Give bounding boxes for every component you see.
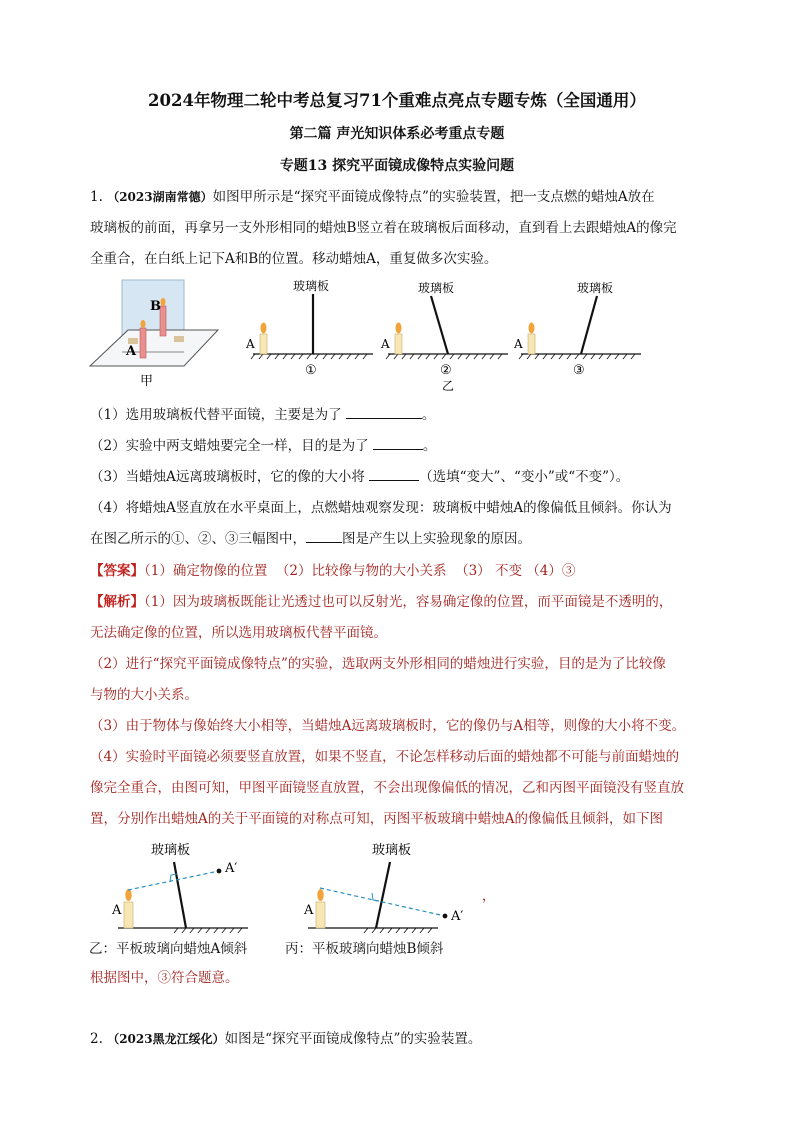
- q1-analysis-line1: [90, 587, 710, 618]
- q1-analysis-line5: （3）由于物体与像始终大小相等，当蜡烛A远离玻璃板时，它的像仍与A相等，则像的大小将不变。: [90, 718, 686, 734]
- q1-stem-line2: 玻璃板的前面，再拿另一支外形相同的蜡烛B竖立着在玻璃板后面移动，直到看上去跟蜡烛A的像完: [90, 220, 677, 236]
- label-a-1: A: [246, 337, 255, 351]
- label-a-3: A: [514, 337, 523, 351]
- q1-stem-line1: [90, 182, 710, 213]
- caption-right: 丙：平板玻璃向蜡烛B倾斜: [285, 941, 444, 957]
- q1-sub3-blank: [369, 466, 419, 481]
- q1-sub4-end: 图是产生以上实验现象的原因。: [342, 531, 531, 547]
- topic-title: 专题13 探究平面镜成像特点实验问题: [279, 158, 515, 174]
- document-title: 2024年物理二轮中考总复习71个重难点亮点专题专炼（全国通用）: [148, 91, 646, 110]
- q1-sub2: [90, 431, 710, 462]
- q1-sub2-end: 。: [422, 438, 437, 454]
- glass-label-1: 玻璃板: [293, 279, 330, 293]
- circle-2-label: ②: [440, 363, 452, 378]
- diagram-1: [245, 278, 373, 378]
- q1-analysis-line2: 无法确定像的位置，所以选用玻璃板代替平面镜。: [90, 625, 387, 641]
- a-prime-left: A′: [225, 861, 238, 876]
- q2-number: 2.: [90, 1031, 103, 1047]
- caption-yi: 乙: [442, 379, 455, 393]
- q1-sub1: [90, 400, 710, 431]
- q1-conclusion: 根据图中，③符合题意。: [90, 970, 239, 986]
- q1-sub4-text: 在图乙所示的①、②、③三幅图中，: [90, 531, 306, 547]
- q1-sub3-end: （选填“变大”、“变小”或“不变”）。: [419, 469, 630, 485]
- solution-label-a-right: A: [304, 903, 314, 918]
- part-title: 第二篇 声光知识体系必考重点专题: [289, 126, 505, 142]
- q1-sub1-text: （1）选用玻璃板代替平面镜，主要是为了: [90, 407, 342, 423]
- solution-figure-bing: [303, 842, 495, 933]
- label-a-2: A: [381, 337, 390, 351]
- q1-sub4-blank: [306, 528, 342, 543]
- q1-sub1-blank: [346, 404, 422, 419]
- q1-analysis-line7: 像完全重合，由图可知，甲图平面镜竖直放置，不会出现像偏低的情况，乙和丙图平面镜没有竖直放: [90, 780, 684, 796]
- q1-analysis-line3: （2）进行“探究平面镜成像特点”的实验，选取两支外形相同的蜡烛进行实验，目的是为了比较像: [90, 656, 666, 672]
- analysis-1-text: （1）因为玻璃板既能让光透过也可以反射光，容易确定像的位置，而平面镜是不透明的，: [144, 594, 673, 610]
- circle-1-label: ①: [305, 363, 317, 378]
- q1-analysis-line8: 置，分别作出蜡烛A的关于平面镜的对称点可知，丙图平板玻璃中蜡烛A的像偏低且倾斜，如下图: [90, 811, 663, 827]
- q1-sub3: [90, 462, 710, 493]
- candle-a-shape: [140, 328, 146, 358]
- circle-3-label: ③: [573, 363, 585, 378]
- q1-analysis-line6: （4）实验时平面镜必须要竖直放置，如果不竖直，不论怎样移动后面的蜡烛都不可能与前面蜡烛的: [90, 749, 680, 765]
- figure-jia: [88, 278, 233, 388]
- q1-sub2-blank: [373, 435, 423, 450]
- diagram-3: [513, 280, 641, 378]
- figure-yi: [243, 278, 653, 393]
- q1-sub4-line2: [90, 524, 710, 555]
- solution-glass-label-left: 玻璃板: [151, 843, 191, 858]
- diagram-2: [380, 280, 508, 393]
- a-prime-right: A′: [451, 909, 464, 924]
- q2-stem: [90, 1024, 710, 1055]
- label-b: B: [150, 299, 161, 314]
- q1-analysis-line4: 与物的大小关系。: [90, 687, 198, 703]
- q1-stem-line3: 全重合，在白纸上记下A和B的位置。移动蜡烛A，重复做多次实验。: [90, 251, 498, 267]
- q1-sub2-text: （2）实验中两支蜡烛要完全一样，目的是为了: [90, 438, 369, 454]
- q1-sub1-end: 。: [421, 407, 436, 423]
- solution-label-a-left: A: [112, 903, 122, 918]
- q1-number: 1.: [90, 189, 103, 205]
- q1-answer: [90, 556, 710, 587]
- q1-source: （2023湖南常德）: [107, 190, 213, 204]
- glass-label-3: 玻璃板: [577, 281, 614, 295]
- trailing-comma: ，: [482, 889, 496, 904]
- q2-source: （2023黑龙江绥化）: [107, 1032, 225, 1046]
- q1-sub4-line1: （4）将蜡烛A竖直放在水平桌面上，点燃蜡烛观察发现：玻璃板中蜡烛A的像偏低且倾斜。你认为: [90, 500, 672, 516]
- answer-tag: 【答案】: [90, 563, 144, 579]
- solution-glass-label-right: 玻璃板: [372, 843, 412, 858]
- label-a-jia: A: [126, 344, 137, 359]
- caption-jia: 甲: [140, 374, 154, 388]
- q2-stem-text: 如图是“探究平面镜成像特点”的实验装置。: [224, 1031, 482, 1047]
- solution-figure-yi: [111, 842, 248, 933]
- q1-stem-text1: 如图甲所示是“探究平面镜成像特点”的实验装置，把一支点燃的蜡烛A放在: [212, 189, 655, 205]
- answer-text: （1）确定物像的位置 （2）比较像与物的大小关系 （3） 不变 （4）③: [144, 563, 576, 579]
- analysis-tag: 【解析】: [90, 594, 144, 610]
- glass-label-2: 玻璃板: [418, 281, 455, 295]
- caption-left: 乙：平板玻璃向蜡烛A倾斜: [89, 941, 248, 957]
- q1-sub3-text: （3）当蜡烛A远离玻璃板时，它的像的大小将: [90, 469, 365, 485]
